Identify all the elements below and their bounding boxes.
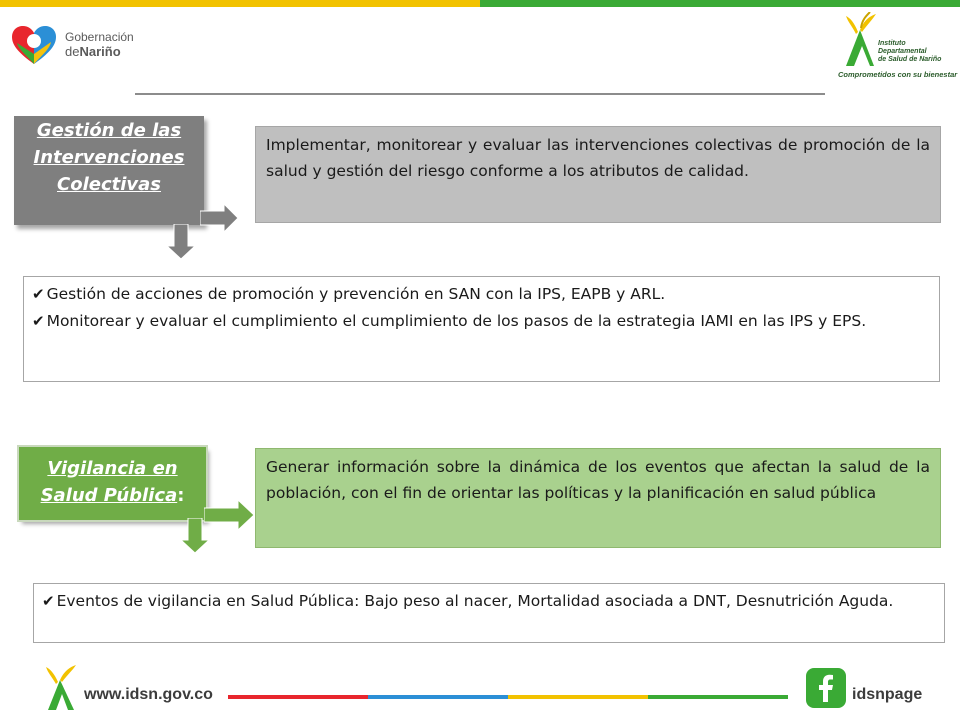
list-item xyxy=(42,588,936,615)
section2-bullet-list xyxy=(33,583,945,643)
checkmark-icon: ✔ xyxy=(42,592,55,610)
arrow-down-icon xyxy=(167,224,195,260)
section2-description: Generar información sobre la dinámica de los eventos que afectan la salud de la población, con el fin de orientar las políticas y la planificación en salud pública xyxy=(255,448,941,548)
section1-heading-box xyxy=(14,116,204,225)
idsn-logo-line: Departamental xyxy=(878,48,927,55)
top-bar-green xyxy=(480,0,960,7)
gobernacion-logo xyxy=(10,22,160,68)
arrow-right-icon xyxy=(200,204,240,232)
idsn-leaf-icon xyxy=(840,12,880,68)
list-item-text: Monitorear y evaluar el cumplimiento el cumplimiento de los pasos de la estrategia IAMI en las IPS y EPS. xyxy=(46,312,867,330)
section2-heading-colon: : xyxy=(177,485,185,506)
list-item-text: Gestión de acciones de promoción y prevención en SAN con la IPS, EAPB y ARL. xyxy=(46,285,666,303)
idsn-logo-line: Instituto xyxy=(878,40,906,47)
checkmark-icon: ✔ xyxy=(32,312,45,330)
header-divider xyxy=(135,93,825,95)
footer-bar-yellow xyxy=(508,695,648,699)
list-item-text: Eventos de vigilancia en Salud Pública: Bajo peso al nacer, Mortalidad asociada a DNT, Desnutrición Aguda. xyxy=(56,592,894,610)
list-item xyxy=(32,308,931,335)
checkmark-icon: ✔ xyxy=(32,285,45,303)
gobernacion-name: Nariño xyxy=(79,44,121,59)
gobernacion-line1: Gobernación xyxy=(65,30,134,44)
section1-bullet-list xyxy=(23,276,940,382)
footer-bar-green xyxy=(648,695,788,699)
gobernacion-line2 xyxy=(65,44,121,60)
list-item xyxy=(32,281,931,308)
idsn-slogan: Comprometidos con su bienestar xyxy=(838,70,958,79)
footer-bar-red xyxy=(228,695,368,699)
top-bar-yellow xyxy=(0,0,480,7)
section1-heading: Gestión de las Intervenciones Colectivas xyxy=(33,120,185,195)
gobernacion-prefix: de xyxy=(65,44,80,59)
idsn-footer-leaf-icon xyxy=(44,664,80,712)
arrow-down-icon xyxy=(181,518,209,554)
footer-social-handle[interactable]: idsnpage xyxy=(852,686,923,703)
section2-heading-box xyxy=(19,447,206,520)
idsn-logo xyxy=(838,12,956,88)
idsn-logo-text xyxy=(878,40,941,64)
footer-bar-blue xyxy=(368,695,508,699)
section1-description: Implementar, monitorear y evaluar las intervenciones colectivas de promoción de la salud y gestión del riesgo conforme a los atributos de calidad. xyxy=(255,126,941,223)
facebook-icon[interactable] xyxy=(806,668,846,708)
heart-logo-icon xyxy=(10,24,58,66)
arrow-right-icon xyxy=(204,499,256,531)
footer-website-link[interactable]: www.idsn.gov.co xyxy=(84,686,213,703)
section2-heading: Vigilancia en Salud Pública xyxy=(40,458,178,506)
idsn-logo-line: de Salud de Nariño xyxy=(878,56,942,63)
